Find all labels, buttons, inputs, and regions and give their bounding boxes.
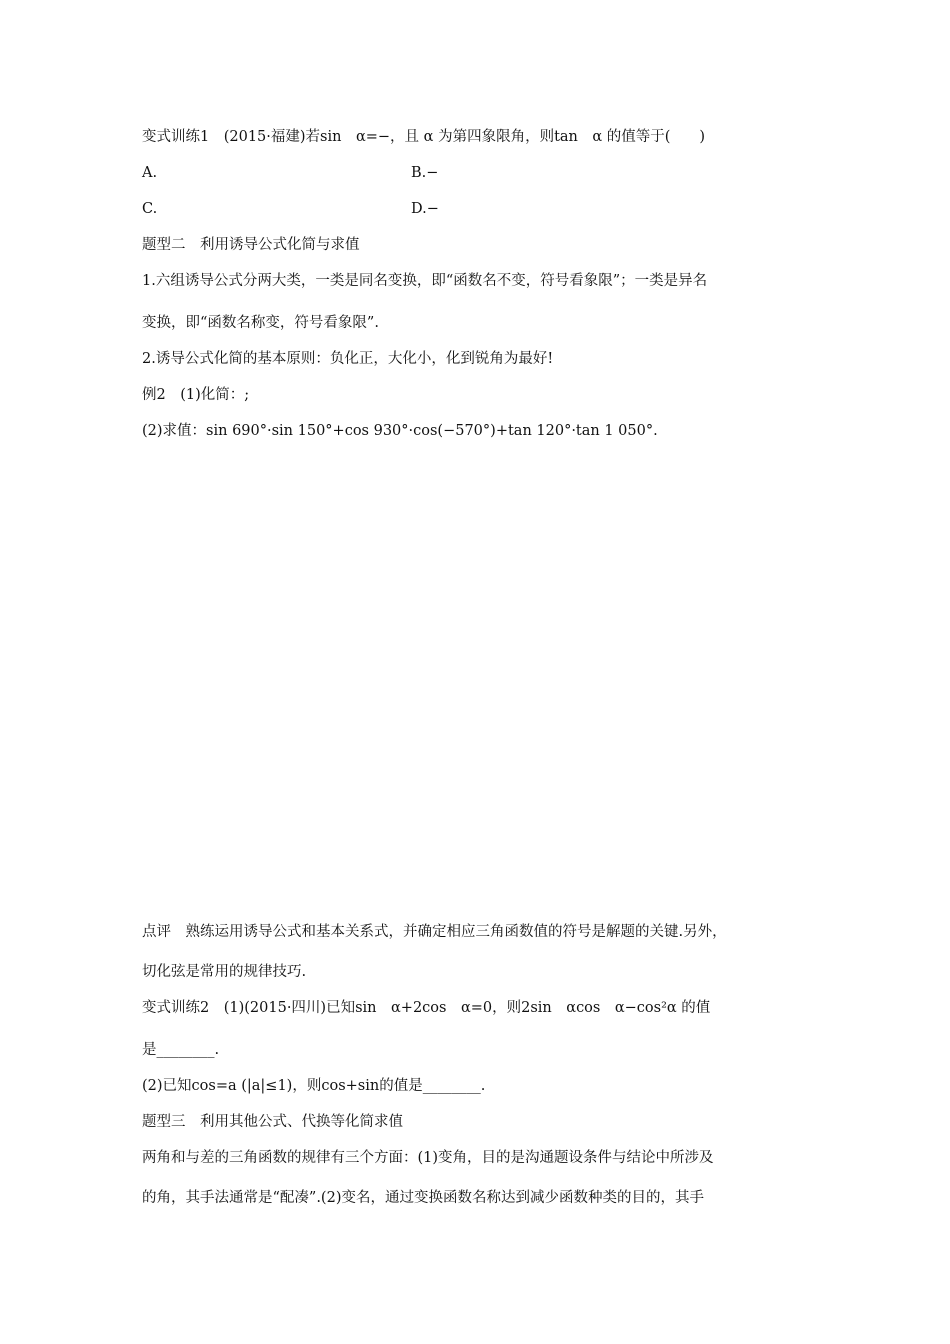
exercise-2-line-1: 变式训练2 (1)(2015·四川)已知sin α+2cos α=0，则2sin αcos α−cos²α 的值 <box>142 1000 711 1016</box>
section-2-point-1-line-1: 1.六组诱导公式分两大类，一类是同名变换，即“函数名不变，符号看象限”；一类是异名 <box>142 273 708 289</box>
section-3-heading: 题型三 利用其他公式、代换等化简求值 <box>142 1114 403 1130</box>
exercise-2-line-3: (2)已知cos=a (|a|≤1)，则cos+sin的值是________. <box>142 1078 486 1094</box>
section-2-heading: 题型二 利用诱导公式化简与求值 <box>142 237 360 253</box>
section-2-point-1-line-2: 变换，即“函数名称变，符号看象限”. <box>142 315 379 331</box>
exercise-2-line-2: 是________. <box>142 1042 220 1058</box>
section-3-line-1: 两角和与差的三角函数的规律有三个方面：(1)变角，目的是沟通题设条件与结论中所涉及 <box>142 1150 714 1166</box>
section-2-point-2: 2.诱导公式化简的基本原则：负化正，大化小，化到锐角为最好! <box>142 351 554 367</box>
exercise-1-question: 变式训练1 (2015·福建)若sin α=−，且 α 为第四象限角，则tan α 的值等于( ) <box>142 129 706 145</box>
example-2-part-1: 例2 (1)化简：; <box>142 387 250 403</box>
section-3-line-2: 的角，其手法通常是“配凑”.(2)变名，通过变换函数名称达到减少函数种类的目的，其手 <box>142 1190 704 1206</box>
exercise-1-option-d: D.− <box>411 201 439 217</box>
example-2-part-2: (2)求值：sin 690°·sin 150°+cos 930°·cos(−570°)+tan 120°·tan 1 050°. <box>142 423 658 439</box>
exercise-1-option-c: C. <box>142 201 158 217</box>
exercise-1-option-a: A. <box>142 165 158 181</box>
exercise-1-option-b: B.− <box>411 165 439 181</box>
comment-line-1: 点评 熟练运用诱导公式和基本关系式，并确定相应三角函数值的符号是解题的关键.另外， <box>142 924 727 940</box>
comment-line-2: 切化弦是常用的规律技巧. <box>142 964 307 980</box>
